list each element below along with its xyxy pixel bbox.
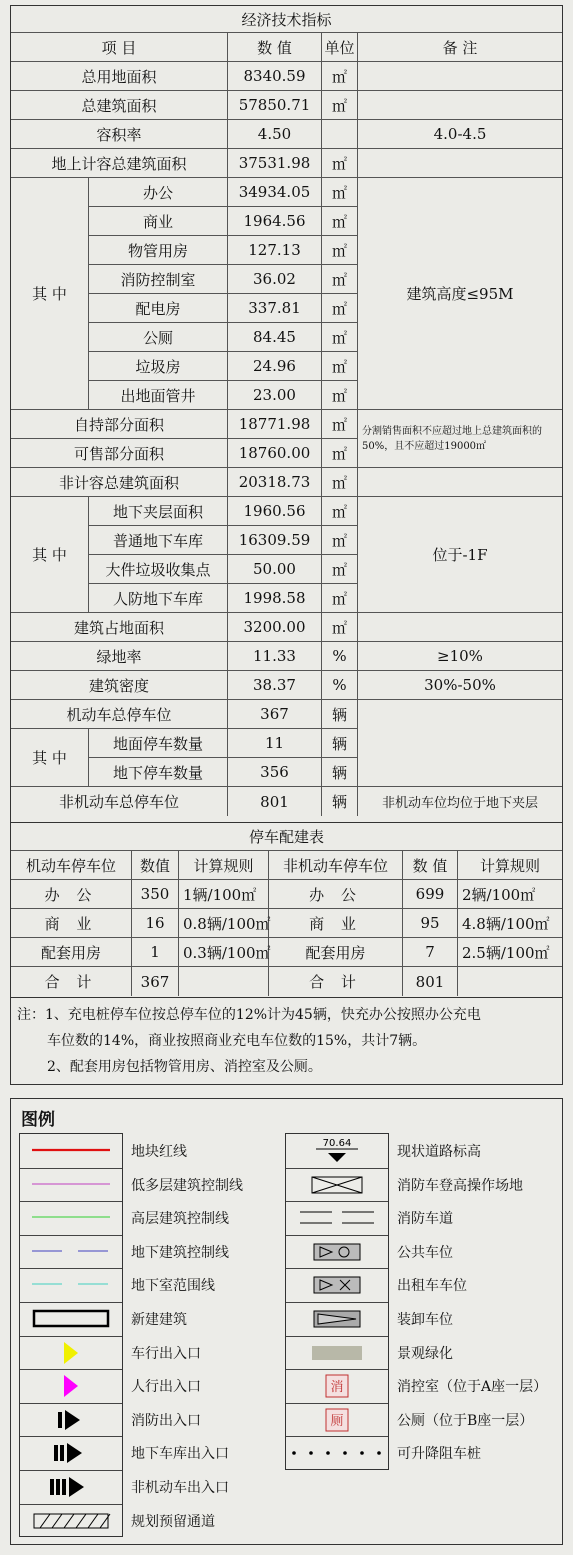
row-unit: ㎡ xyxy=(322,439,358,468)
row-unit: ㎡ xyxy=(322,265,358,294)
row-value: 20318.73 xyxy=(228,468,322,497)
row-value: 36.02 xyxy=(228,265,322,294)
legend-left-label: 非机动车出入口 xyxy=(131,1480,229,1496)
row-name: 容积率 xyxy=(11,120,228,149)
legend-left-symbol xyxy=(20,1504,122,1537)
row-unit: 辆 xyxy=(322,729,358,758)
row-unit: ㎡ xyxy=(322,62,358,91)
legend-left-symbol xyxy=(20,1134,122,1167)
header-value: 数 值 xyxy=(228,33,322,62)
row-unit: ㎡ xyxy=(322,149,358,178)
legend-right-symbols xyxy=(285,1133,389,1470)
row-unit: % xyxy=(322,671,358,700)
legend-left-label: 地下建筑控制线 xyxy=(131,1244,229,1261)
parking-table xyxy=(10,823,563,998)
legend-left-symbol xyxy=(20,1336,122,1369)
legend-right-label: 消控室（位于A座一层） xyxy=(397,1379,548,1396)
parking-cell: 合 计 xyxy=(269,967,403,996)
row-name: 绿地率 xyxy=(11,642,228,671)
qizhong-label-1: 其 中 xyxy=(11,497,89,613)
parking-header: 数值 xyxy=(132,851,179,880)
row-unit: ㎡ xyxy=(322,207,358,236)
row-value: 801 xyxy=(228,787,322,816)
row-unit: ㎡ xyxy=(322,526,358,555)
legend-left-symbols xyxy=(19,1133,123,1537)
parking-cell: 2.5辆/100㎡ xyxy=(458,938,562,967)
row-name: 普通地下车库 xyxy=(89,526,228,555)
row-name: 地下夹层面积 xyxy=(89,497,228,526)
row-name: 商业 xyxy=(89,207,228,236)
row-name: 物管用房 xyxy=(89,236,228,265)
qizhong-label-2: 其 中 xyxy=(11,729,89,787)
note-cell-8: ≥10% xyxy=(358,642,562,671)
row-name: 总用地面积 xyxy=(11,62,228,91)
legend-right-label: 公厕（位于B座一层） xyxy=(397,1412,534,1429)
note-cell-5 xyxy=(358,468,562,497)
legend-left-symbol xyxy=(20,1436,122,1469)
legend-right-label: 消防车道 xyxy=(397,1211,453,1228)
note-cell-2 xyxy=(358,149,562,178)
row-unit: ㎡ xyxy=(322,584,358,613)
parking-header: 计算规则 xyxy=(179,851,269,880)
note-cell-0a xyxy=(358,62,562,91)
parking-header: 机动车停车位 xyxy=(11,851,132,880)
parking-cell: 配套用房 xyxy=(269,938,403,967)
bollard-dot-icon xyxy=(343,1452,347,1456)
row-value: 367 xyxy=(228,700,322,729)
legend-left-label: 高层建筑控制线 xyxy=(131,1211,229,1228)
legend-title: 图例 xyxy=(21,1110,55,1130)
fire-entrance-icon xyxy=(65,1410,80,1430)
parking-cell: 367 xyxy=(132,967,179,996)
legend-left-label: 地下室范围线 xyxy=(131,1278,215,1295)
note-1b: 车位数的14%，商业按照商业充电车位数的15%，共计7辆。 xyxy=(47,1033,427,1049)
parking-title: 停车配建表 xyxy=(11,823,562,851)
note-cell-9: 30%-50% xyxy=(358,671,562,700)
row-unit: ㎡ xyxy=(322,497,358,526)
legend-left-label: 消防出入口 xyxy=(131,1412,201,1429)
parking-cell: 0.3辆/100㎡ xyxy=(179,938,269,967)
row-unit: 辆 xyxy=(322,700,358,729)
public-parking-symbol xyxy=(314,1244,360,1260)
garage-entrance-icon xyxy=(67,1443,82,1463)
row-name: 地上计容总建筑面积 xyxy=(11,149,228,178)
row-value: 3200.00 xyxy=(228,613,322,642)
qizhong-label-0: 其 中 xyxy=(11,178,89,410)
row-unit: ㎡ xyxy=(322,91,358,120)
legend-left-symbol xyxy=(20,1369,122,1402)
row-unit: ㎡ xyxy=(322,468,358,497)
legend-left-label: 人行出入口 xyxy=(131,1379,201,1396)
row-name: 总建筑面积 xyxy=(11,91,228,120)
row-name: 自持部分面积 xyxy=(11,410,228,439)
row-value: 18771.98 xyxy=(228,410,322,439)
parking-cell: 合 计 xyxy=(11,967,132,996)
pedestrian-entrance-icon xyxy=(64,1375,78,1397)
row-value: 127.13 xyxy=(228,236,322,265)
legend-right-label: 装卸车位 xyxy=(397,1312,453,1328)
parking-cell: 0.8辆/100㎡ xyxy=(179,909,269,938)
row-value: 24.96 xyxy=(228,352,322,381)
bike-entrance-icon xyxy=(69,1477,84,1497)
legend-right-symbol xyxy=(286,1134,388,1167)
parking-cell: 配套用房 xyxy=(11,938,132,967)
parking-cell: 办 公 xyxy=(11,880,132,909)
new-building-symbol xyxy=(34,1311,108,1326)
row-name: 消防控制室 xyxy=(89,265,228,294)
parking-cell: 801 xyxy=(403,967,458,996)
parking-notes xyxy=(10,998,563,1085)
row-name: 垃圾房 xyxy=(89,352,228,381)
vehicle-entrance-icon xyxy=(64,1342,78,1364)
row-name: 建筑占地面积 xyxy=(11,613,228,642)
legend-right-label: 可升降阻车桩 xyxy=(397,1446,481,1463)
legend-left-label: 新建建筑 xyxy=(131,1312,187,1328)
header-item: 项 目 xyxy=(11,33,228,62)
bollard-dot-icon xyxy=(309,1452,313,1456)
row-name: 人防地下车库 xyxy=(89,584,228,613)
note-cell-4: 分割销售面积不应超过地上总建筑面积的50%，且不应超过19000㎡ xyxy=(358,410,562,468)
parking-cell xyxy=(458,967,562,996)
note-cell-11: 非机动车位均位于地下夹层 xyxy=(381,796,538,811)
legend-right-label: 景观绿化 xyxy=(397,1345,453,1362)
parking-cell: 1辆/100㎡ xyxy=(179,880,269,909)
row-name: 大件垃圾收集点 xyxy=(89,555,228,584)
parking-cell: 办 公 xyxy=(269,880,403,909)
legend-left-label: 地块红线 xyxy=(131,1144,187,1160)
row-value: 337.81 xyxy=(228,294,322,323)
econ-table xyxy=(10,5,563,823)
row-value: 16309.59 xyxy=(228,526,322,555)
header-unit: 单位 xyxy=(322,33,358,62)
row-unit: ㎡ xyxy=(322,381,358,410)
parking-cell: 商 业 xyxy=(11,909,132,938)
row-unit: ㎡ xyxy=(322,555,358,584)
parking-cell: 16 xyxy=(132,909,179,938)
row-unit: ㎡ xyxy=(322,236,358,265)
row-unit: 辆 xyxy=(322,758,358,787)
row-value: 1960.56 xyxy=(228,497,322,526)
header-note: 备 注 xyxy=(358,33,562,62)
row-value: 34934.05 xyxy=(228,178,322,207)
row-unit: ㎡ xyxy=(322,613,358,642)
parking-cell: 商 业 xyxy=(269,909,403,938)
parking-header: 数 值 xyxy=(403,851,458,880)
legend-right-label: 消防车登高操作场地 xyxy=(397,1177,523,1194)
row-value: 18760.00 xyxy=(228,439,322,468)
legend-left-symbol xyxy=(20,1201,122,1234)
bollard-dot-icon xyxy=(377,1452,381,1456)
bollard-dot-icon xyxy=(360,1452,364,1456)
note-cell-10 xyxy=(358,700,562,787)
legend-right-symbol xyxy=(286,1336,388,1369)
row-unit: ㎡ xyxy=(322,410,358,439)
parking-cell: 2辆/100㎡ xyxy=(458,880,562,909)
legend-left-label: 规划预留通道 xyxy=(131,1513,215,1530)
row-name: 公厕 xyxy=(89,323,228,352)
row-name: 非计容总建筑面积 xyxy=(11,468,228,497)
econ-title: 经济技术指标 xyxy=(11,6,562,33)
legend-right-symbol xyxy=(286,1235,388,1268)
taxi-parking-symbol xyxy=(314,1277,360,1293)
row-value: 11.33 xyxy=(228,642,322,671)
row-name: 配电房 xyxy=(89,294,228,323)
note-cell-0b xyxy=(358,91,562,120)
toilet-stamp-text: 厕 xyxy=(330,1413,344,1429)
legend-right-label: 公共车位 xyxy=(397,1244,453,1261)
legend-right-symbol xyxy=(286,1436,388,1469)
row-name: 可售部分面积 xyxy=(11,439,228,468)
parking-cell: 95 xyxy=(403,909,458,938)
row-name: 办公 xyxy=(89,178,228,207)
parking-cell: 7 xyxy=(403,938,458,967)
row-value: 356 xyxy=(228,758,322,787)
parking-cell xyxy=(179,967,269,996)
legend-left-symbol xyxy=(20,1235,122,1268)
row-name: 地面停车数量 xyxy=(89,729,228,758)
row-value: 11 xyxy=(228,729,322,758)
row-unit: ㎡ xyxy=(322,352,358,381)
row-value: 37531.98 xyxy=(228,149,322,178)
legend-left-label: 地下车库出入口 xyxy=(131,1446,229,1463)
row-unit: ㎡ xyxy=(322,323,358,352)
row-value: 1964.56 xyxy=(228,207,322,236)
row-name: 地下停车数量 xyxy=(89,758,228,787)
parking-header: 非机动车停车位 xyxy=(269,851,403,880)
note-1a: 注：1、充电桩停车位按总停车位的12%计为45辆，快充办公按照办公充电 xyxy=(17,1007,481,1023)
row-value: 1998.58 xyxy=(228,584,322,613)
row-name: 出地面管井 xyxy=(89,381,228,410)
legend-left-label: 低多层建筑控制线 xyxy=(131,1177,243,1194)
parking-cell: 4.8辆/100㎡ xyxy=(458,909,562,938)
row-unit: % xyxy=(322,642,358,671)
row-value: 50.00 xyxy=(228,555,322,584)
legend-right-label: 现状道路标高 xyxy=(397,1144,481,1160)
row-unit: 辆 xyxy=(322,787,358,816)
row-value: 8340.59 xyxy=(228,62,322,91)
row-name: 机动车总停车位 xyxy=(11,700,228,729)
note-cell-6: 位于-1F xyxy=(358,497,562,613)
row-value: 4.50 xyxy=(228,120,322,149)
parking-cell: 699 xyxy=(403,880,458,909)
row-unit: ㎡ xyxy=(322,294,358,323)
parking-cell: 1 xyxy=(132,938,179,967)
bollard-dot-icon xyxy=(292,1452,296,1456)
legend-right-symbol xyxy=(286,1268,388,1301)
legend-right-symbol xyxy=(286,1403,388,1436)
fire-control-stamp-text: 消 xyxy=(330,1380,344,1396)
row-name: 非机动车总停车位 xyxy=(11,787,228,816)
row-value: 23.00 xyxy=(228,381,322,410)
note-2: 2、配套用房包括物管用房、消控室及公厕。 xyxy=(47,1059,322,1075)
legend-right-symbol xyxy=(286,1302,388,1335)
legend-left-symbol xyxy=(20,1403,122,1436)
legend-right-symbol xyxy=(286,1201,388,1234)
parking-header: 计算规则 xyxy=(458,851,562,880)
row-unit xyxy=(322,120,358,149)
row-name: 建筑密度 xyxy=(11,671,228,700)
elevation-label: 70.64 xyxy=(322,1138,352,1149)
note-cell-7 xyxy=(358,613,562,642)
note-cell-3: 建筑高度≤95M xyxy=(358,178,562,410)
note-cell-1: 4.0-4.5 xyxy=(358,120,562,149)
legend-right-symbol xyxy=(286,1168,388,1201)
legend-left-symbol xyxy=(20,1268,122,1301)
row-value: 84.45 xyxy=(228,323,322,352)
bollard-dot-icon xyxy=(326,1452,330,1456)
row-value: 38.37 xyxy=(228,671,322,700)
row-unit: ㎡ xyxy=(322,178,358,207)
legend-left-symbol xyxy=(20,1302,122,1335)
elevation-marker-icon xyxy=(328,1153,346,1162)
landscape-symbol xyxy=(312,1346,362,1360)
parking-cell: 350 xyxy=(132,880,179,909)
legend-right-symbol xyxy=(286,1369,388,1402)
legend-right-label: 出租车车位 xyxy=(397,1278,467,1295)
row-value: 57850.71 xyxy=(228,91,322,120)
legend-left-symbol xyxy=(20,1168,122,1201)
legend xyxy=(10,1098,563,1545)
legend-left-symbol xyxy=(20,1470,122,1503)
legend-left-label: 车行出入口 xyxy=(131,1345,201,1362)
